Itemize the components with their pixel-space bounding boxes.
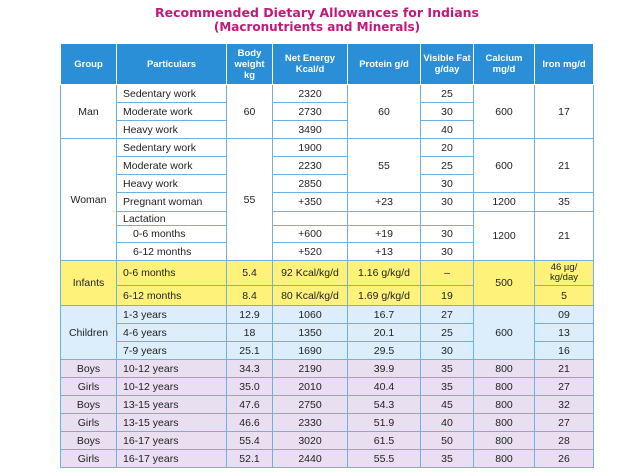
calcium-cell: 800 xyxy=(474,432,535,450)
fat-cell: 25 xyxy=(421,85,474,103)
protein-cell xyxy=(348,212,421,226)
group-cell: Boys xyxy=(61,432,117,450)
table-row xyxy=(61,85,594,103)
table-row xyxy=(61,450,594,468)
iron-cell: 21 xyxy=(535,139,594,193)
particulars-cell: Moderate work xyxy=(117,157,227,175)
particulars-cell: 6-12 months xyxy=(117,286,227,306)
energy-cell: 92 Kcal/kg/d xyxy=(273,261,348,286)
table-row xyxy=(61,414,594,432)
particulars-cell: 10-12 years xyxy=(117,360,227,378)
weight-cell: 60 xyxy=(227,85,273,139)
fat-cell: 35 xyxy=(421,360,474,378)
energy-cell: +520 xyxy=(273,243,348,261)
weight-cell: 55.4 xyxy=(227,432,273,450)
particulars-cell: Lactation xyxy=(117,212,227,226)
group-cell: Girls xyxy=(61,378,117,396)
energy-cell: 2010 xyxy=(273,378,348,396)
iron-cell: 21 xyxy=(535,212,594,261)
protein-cell: 55.5 xyxy=(348,450,421,468)
calcium-cell: 800 xyxy=(474,450,535,468)
calcium-cell: 1200 xyxy=(474,212,535,261)
energy-cell: 1900 xyxy=(273,139,348,157)
fat-cell: 40 xyxy=(421,121,474,139)
header-fat: Visible Fat g/day xyxy=(421,44,474,85)
header-energy: Net Energy Kcal/d xyxy=(273,44,348,85)
energy-cell: 2190 xyxy=(273,360,348,378)
particulars-cell: 7-9 years xyxy=(117,342,227,360)
weight-cell: 12.9 xyxy=(227,306,273,324)
protein-cell: 1.16 g/kg/d xyxy=(348,261,421,286)
page-subtitle: (Macronutrients and Minerals) xyxy=(213,20,421,34)
protein-cell: 55 xyxy=(348,139,421,193)
fat-cell: 19 xyxy=(421,286,474,306)
fat-cell xyxy=(421,212,474,226)
particulars-cell: 0-6 months xyxy=(117,261,227,286)
protein-cell: 1.69 g/kg/d xyxy=(348,286,421,306)
energy-cell: 1350 xyxy=(273,324,348,342)
fat-cell: 25 xyxy=(421,157,474,175)
protein-cell: 39.9 xyxy=(348,360,421,378)
header-row xyxy=(61,44,594,85)
particulars-cell: 10-12 years xyxy=(117,378,227,396)
group-cell: Woman xyxy=(61,139,117,261)
fat-cell: 20 xyxy=(421,139,474,157)
iron-cell: 27 xyxy=(535,378,594,396)
calcium-cell: 1200 xyxy=(474,193,535,212)
energy-cell: 1060 xyxy=(273,306,348,324)
iron-cell: 17 xyxy=(535,85,594,139)
protein-cell: +19 xyxy=(348,226,421,243)
calcium-cell: 600 xyxy=(474,306,535,360)
protein-cell: +23 xyxy=(348,193,421,212)
protein-cell: 54.3 xyxy=(348,396,421,414)
energy-cell: 2850 xyxy=(273,175,348,193)
energy-cell: 2440 xyxy=(273,450,348,468)
energy-cell: 80 Kcal/kg/d xyxy=(273,286,348,306)
iron-cell: 13 xyxy=(535,324,594,342)
particulars-cell: 13-15 years xyxy=(117,396,227,414)
fat-cell: – xyxy=(421,261,474,286)
energy-cell: 3020 xyxy=(273,432,348,450)
iron-cell: 27 xyxy=(535,414,594,432)
particulars-cell: Heavy work xyxy=(117,121,227,139)
calcium-cell: 500 xyxy=(474,261,535,306)
group-cell: Infants xyxy=(61,261,117,306)
protein-cell: 16.7 xyxy=(348,306,421,324)
iron-cell: 46 µg/ kg/day xyxy=(535,261,594,286)
weight-cell: 34.3 xyxy=(227,360,273,378)
fat-cell: 30 xyxy=(421,175,474,193)
particulars-cell: 16-17 years xyxy=(117,432,227,450)
table-row xyxy=(61,139,594,157)
particulars-cell: 0-6 months xyxy=(117,226,227,243)
energy-cell: 2330 xyxy=(273,414,348,432)
energy-cell: +350 xyxy=(273,193,348,212)
header-body-weight: Body weight kg xyxy=(227,44,273,85)
energy-cell: 2320 xyxy=(273,85,348,103)
group-cell: Children xyxy=(61,306,117,360)
protein-cell: 61.5 xyxy=(348,432,421,450)
iron-cell: 09 xyxy=(535,306,594,324)
particulars-cell: Heavy work xyxy=(117,175,227,193)
table-row xyxy=(61,212,594,226)
fat-cell: 45 xyxy=(421,396,474,414)
calcium-cell: 800 xyxy=(474,396,535,414)
protein-cell: +13 xyxy=(348,243,421,261)
particulars-cell: 16-17 years xyxy=(117,450,227,468)
energy-cell: 3490 xyxy=(273,121,348,139)
energy-cell xyxy=(273,212,348,226)
table-row xyxy=(61,432,594,450)
weight-cell: 18 xyxy=(227,324,273,342)
particulars-cell: 6-12 months xyxy=(117,243,227,261)
table-row xyxy=(61,396,594,414)
table-row xyxy=(61,193,594,212)
energy-cell: 1690 xyxy=(273,342,348,360)
iron-cell: 16 xyxy=(535,342,594,360)
calcium-cell: 800 xyxy=(474,378,535,396)
energy-cell: 2730 xyxy=(273,103,348,121)
fat-cell: 27 xyxy=(421,306,474,324)
particulars-cell: Moderate work xyxy=(117,103,227,121)
header-group: Group xyxy=(61,44,117,85)
fat-cell: 25 xyxy=(421,324,474,342)
particulars-cell: 13-15 years xyxy=(117,414,227,432)
protein-cell: 60 xyxy=(348,85,421,139)
header-iron: Iron mg/d xyxy=(535,44,594,85)
page-title: Recommended Dietary Allowances for Indians xyxy=(155,5,479,20)
fat-cell: 30 xyxy=(421,243,474,261)
header-particulars: Particulars xyxy=(117,44,227,85)
weight-cell: 47.6 xyxy=(227,396,273,414)
energy-cell: 2750 xyxy=(273,396,348,414)
group-cell: Boys xyxy=(61,396,117,414)
weight-cell: 8.4 xyxy=(227,286,273,306)
fat-cell: 30 xyxy=(421,226,474,243)
particulars-cell: Sedentary work xyxy=(117,85,227,103)
energy-cell: 2230 xyxy=(273,157,348,175)
group-cell: Girls xyxy=(61,450,117,468)
rda-table xyxy=(60,43,594,468)
weight-cell: 46.6 xyxy=(227,414,273,432)
fat-cell: 30 xyxy=(421,193,474,212)
calcium-cell: 800 xyxy=(474,414,535,432)
particulars-cell: 1-3 years xyxy=(117,306,227,324)
protein-cell: 40.4 xyxy=(348,378,421,396)
weight-cell: 5.4 xyxy=(227,261,273,286)
iron-cell: 28 xyxy=(535,432,594,450)
protein-cell: 29.5 xyxy=(348,342,421,360)
calcium-cell: 600 xyxy=(474,139,535,193)
fat-cell: 40 xyxy=(421,414,474,432)
iron-cell: 26 xyxy=(535,450,594,468)
iron-cell: 21 xyxy=(535,360,594,378)
weight-cell: 52.1 xyxy=(227,450,273,468)
weight-cell: 35.0 xyxy=(227,378,273,396)
table-row xyxy=(61,360,594,378)
table-row xyxy=(61,261,594,286)
fat-cell: 35 xyxy=(421,450,474,468)
fat-cell: 30 xyxy=(421,342,474,360)
energy-cell: +600 xyxy=(273,226,348,243)
fat-cell: 50 xyxy=(421,432,474,450)
weight-cell: 25.1 xyxy=(227,342,273,360)
protein-cell: 51.9 xyxy=(348,414,421,432)
group-cell: Girls xyxy=(61,414,117,432)
iron-cell: 5 xyxy=(535,286,594,306)
particulars-cell: Pregnant woman xyxy=(117,193,227,212)
particulars-cell: 4-6 years xyxy=(117,324,227,342)
table-row xyxy=(61,378,594,396)
protein-cell: 20.1 xyxy=(348,324,421,342)
fat-cell: 30 xyxy=(421,103,474,121)
weight-cell: 55 xyxy=(227,139,273,261)
header-protein: Protein g/d xyxy=(348,44,421,85)
group-cell: Man xyxy=(61,85,117,139)
header-calcium: Calcium mg/d xyxy=(474,44,535,85)
group-cell: Boys xyxy=(61,360,117,378)
particulars-cell: Sedentary work xyxy=(117,139,227,157)
calcium-cell: 800 xyxy=(474,360,535,378)
calcium-cell: 600 xyxy=(474,85,535,139)
iron-cell: 32 xyxy=(535,396,594,414)
iron-cell: 35 xyxy=(535,193,594,212)
table-row xyxy=(61,306,594,324)
fat-cell: 35 xyxy=(421,378,474,396)
